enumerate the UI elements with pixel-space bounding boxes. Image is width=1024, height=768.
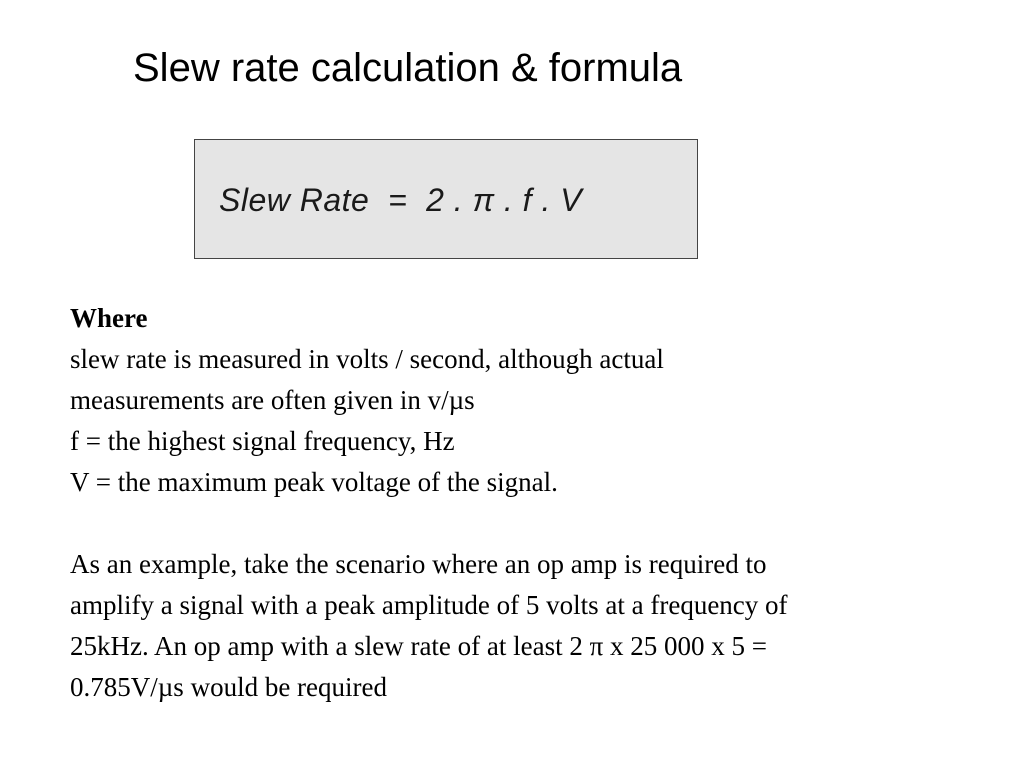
- example-line: 0.785V/µs would be required: [70, 672, 387, 702]
- formula-box: [194, 139, 698, 259]
- definition-line: measurements are often given in v/µs: [70, 385, 475, 415]
- example-line: amplify a signal with a peak amplitude of 5 volts at a frequency of: [70, 590, 788, 620]
- example-line: As an example, take the scenario where an op amp is required to: [70, 549, 767, 579]
- definition-line: slew rate is measured in volts / second, although actual: [70, 344, 664, 374]
- body-text: [70, 298, 1000, 708]
- slide-title: Slew rate calculation & formula: [133, 46, 683, 90]
- formula-text: Slew Rate = 2 . π . f . V: [219, 181, 583, 218]
- definition-line: V = the maximum peak voltage of the signal.: [70, 467, 558, 497]
- definition-line: f = the highest signal frequency, Hz: [70, 426, 455, 456]
- paragraph-spacer: [70, 503, 1000, 544]
- example-line: 25kHz. An op amp with a slew rate of at least 2 π x 25 000 x 5 =: [70, 631, 767, 661]
- where-heading: Where: [70, 303, 148, 333]
